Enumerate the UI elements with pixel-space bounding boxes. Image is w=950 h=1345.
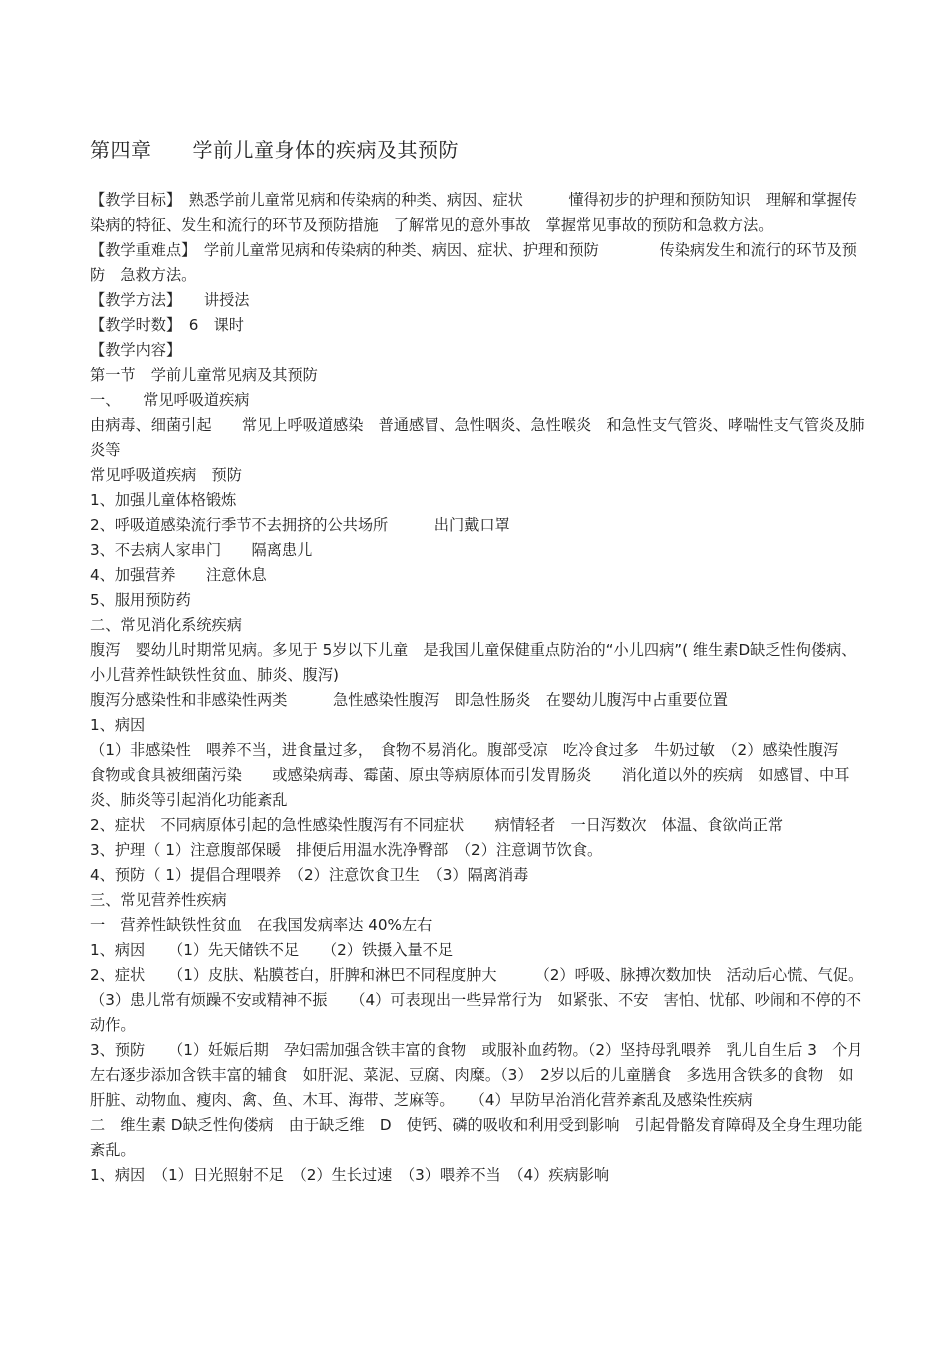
document-body (90, 188, 865, 1188)
list-item: 4、预防（ 1）提倡合理喂养 （2）注意饮食卫生 （3）隔离消毒 (90, 866, 529, 884)
paragraph: 由病毒、细菌引起 常见上呼吸道感染 普通感冒、急性咽炎、急性喉炎 和急性支气管炎、哮喘性支气管炎及肺炎等 (90, 416, 865, 459)
list-item: 3、不去病人家串门 隔离患儿 (90, 541, 313, 559)
list-item: 1、病因 （1）日光照射不足 （2）生长过速 （3）喂养不当 （4）疾病影响 (90, 1166, 610, 1184)
paragraph: 【教学方法】 讲授法 (90, 291, 250, 309)
list-item: 1、加强儿童体格锻炼 (90, 491, 237, 509)
paragraph: 【教学内容】 (90, 341, 182, 359)
subsection-heading: 二、常见消化系统疾病 (90, 616, 242, 634)
paragraph: 腹泻 婴幼儿时期常见病。多见于 5岁以下儿童 是我国儿童保健重点防治的“小儿四病”( 维生素D缺乏性佝偻病、小儿营养性缺铁性贫血、肺炎、腹泻) (90, 641, 857, 684)
chapter-title: 第四章 学前儿童身体的疾病及其预防 (90, 138, 459, 162)
list-item: 2、症状 不同病原体引起的急性感染性腹泻有不同症状 病情轻者 一日泻数次 体温、食欲尚正常 (90, 816, 784, 834)
list-item: 2、呼吸道感染流行季节不去拥挤的公共场所 出门戴口罩 (90, 516, 510, 534)
paragraph: 【教学时数】 6 课时 (90, 316, 244, 334)
list-item: 1、病因 (90, 716, 146, 734)
section-heading: 第一节 学前儿童常见病及其预防 (90, 366, 318, 384)
paragraph: 二 维生素 D缺乏性佝偻病 由于缺乏维 D 使钙、磷的吸收和利用受到影响 引起骨骼发育障碍及全身生理功能紊乱。 (90, 1116, 863, 1159)
list-item: 4、加强营养 注意休息 (90, 566, 267, 584)
list-item: 5、服用预防药 (90, 591, 191, 609)
paragraph: （1）非感染性 喂养不当，进食量过多， 食物不易消化。腹部受凉 吃冷食过多 牛奶过敏 （2）感染性腹泻 食物或食具被细菌污染 或感染病毒、霉菌、原虫等病原体而引发胃肠炎 消化道以外的疾病 如感冒、中耳炎、肺炎等引起消化功能紊乱 (90, 741, 854, 809)
paragraph: 常见呼吸道疾病 预防 (90, 466, 242, 484)
list-item: 2、症状 （1）皮肤、粘膜苍白，肝脾和淋巴不同程度肿大 （2）呼吸、脉搏次数加快 活动后心慌、气促。（3）患儿常有烦躁不安或精神不振 （4）可表现出一些异常行为 如紧张、不安 害怕、忧郁、吵闹和不停的不动作。 (90, 966, 864, 1034)
paragraph: 【教学目标】 熟悉学前儿童常见病和传染病的种类、病因、症状 懂得初步的护理和预防知识 理解和掌握传染病的特征、发生和流行的环节及预防措施 了解常见的意外事故 掌握常见事故的预防和急救方法。 (90, 191, 857, 234)
paragraph: 腹泻分感染性和非感染性两类 急性感染性腹泻 即急性肠炎 在婴幼儿腹泻中占重要位置 (90, 691, 728, 709)
list-item: 3、预防 （1）妊娠后期 孕妇需加强含铁丰富的食物 或服补血药物。（2）坚持母乳喂养 乳儿自生后 3 个月左右逐步添加含铁丰富的辅食 如肝泥、菜泥、豆腐、肉糜。（3） 2岁以后的儿童膳食 多选用含铁多的食物 如肝脏、动物血、瘦肉、禽、鱼、木耳、海带、芝麻等。 （4）早防早治消化营养紊乱及感染性疾病 (90, 1041, 863, 1109)
paragraph: 一 营养性缺铁性贫血 在我国发病率达 40%左右 (90, 916, 433, 934)
subsection-heading: 一、 常见呼吸道疾病 (90, 391, 250, 409)
subsection-heading: 三、常见营养性疾病 (90, 891, 227, 909)
list-item: 3、护理（ 1）注意腹部保暖 排便后用温水洗净臀部 （2）注意调节饮食。 (90, 841, 603, 859)
paragraph: 【教学重难点】 学前儿童常见病和传染病的种类、病因、症状、护理和预防 传染病发生和流行的环节及预防 急救方法。 (90, 241, 857, 284)
list-item: 1、病因 （1）先天储铁不足 （2）铁摄入量不足 (90, 941, 454, 959)
